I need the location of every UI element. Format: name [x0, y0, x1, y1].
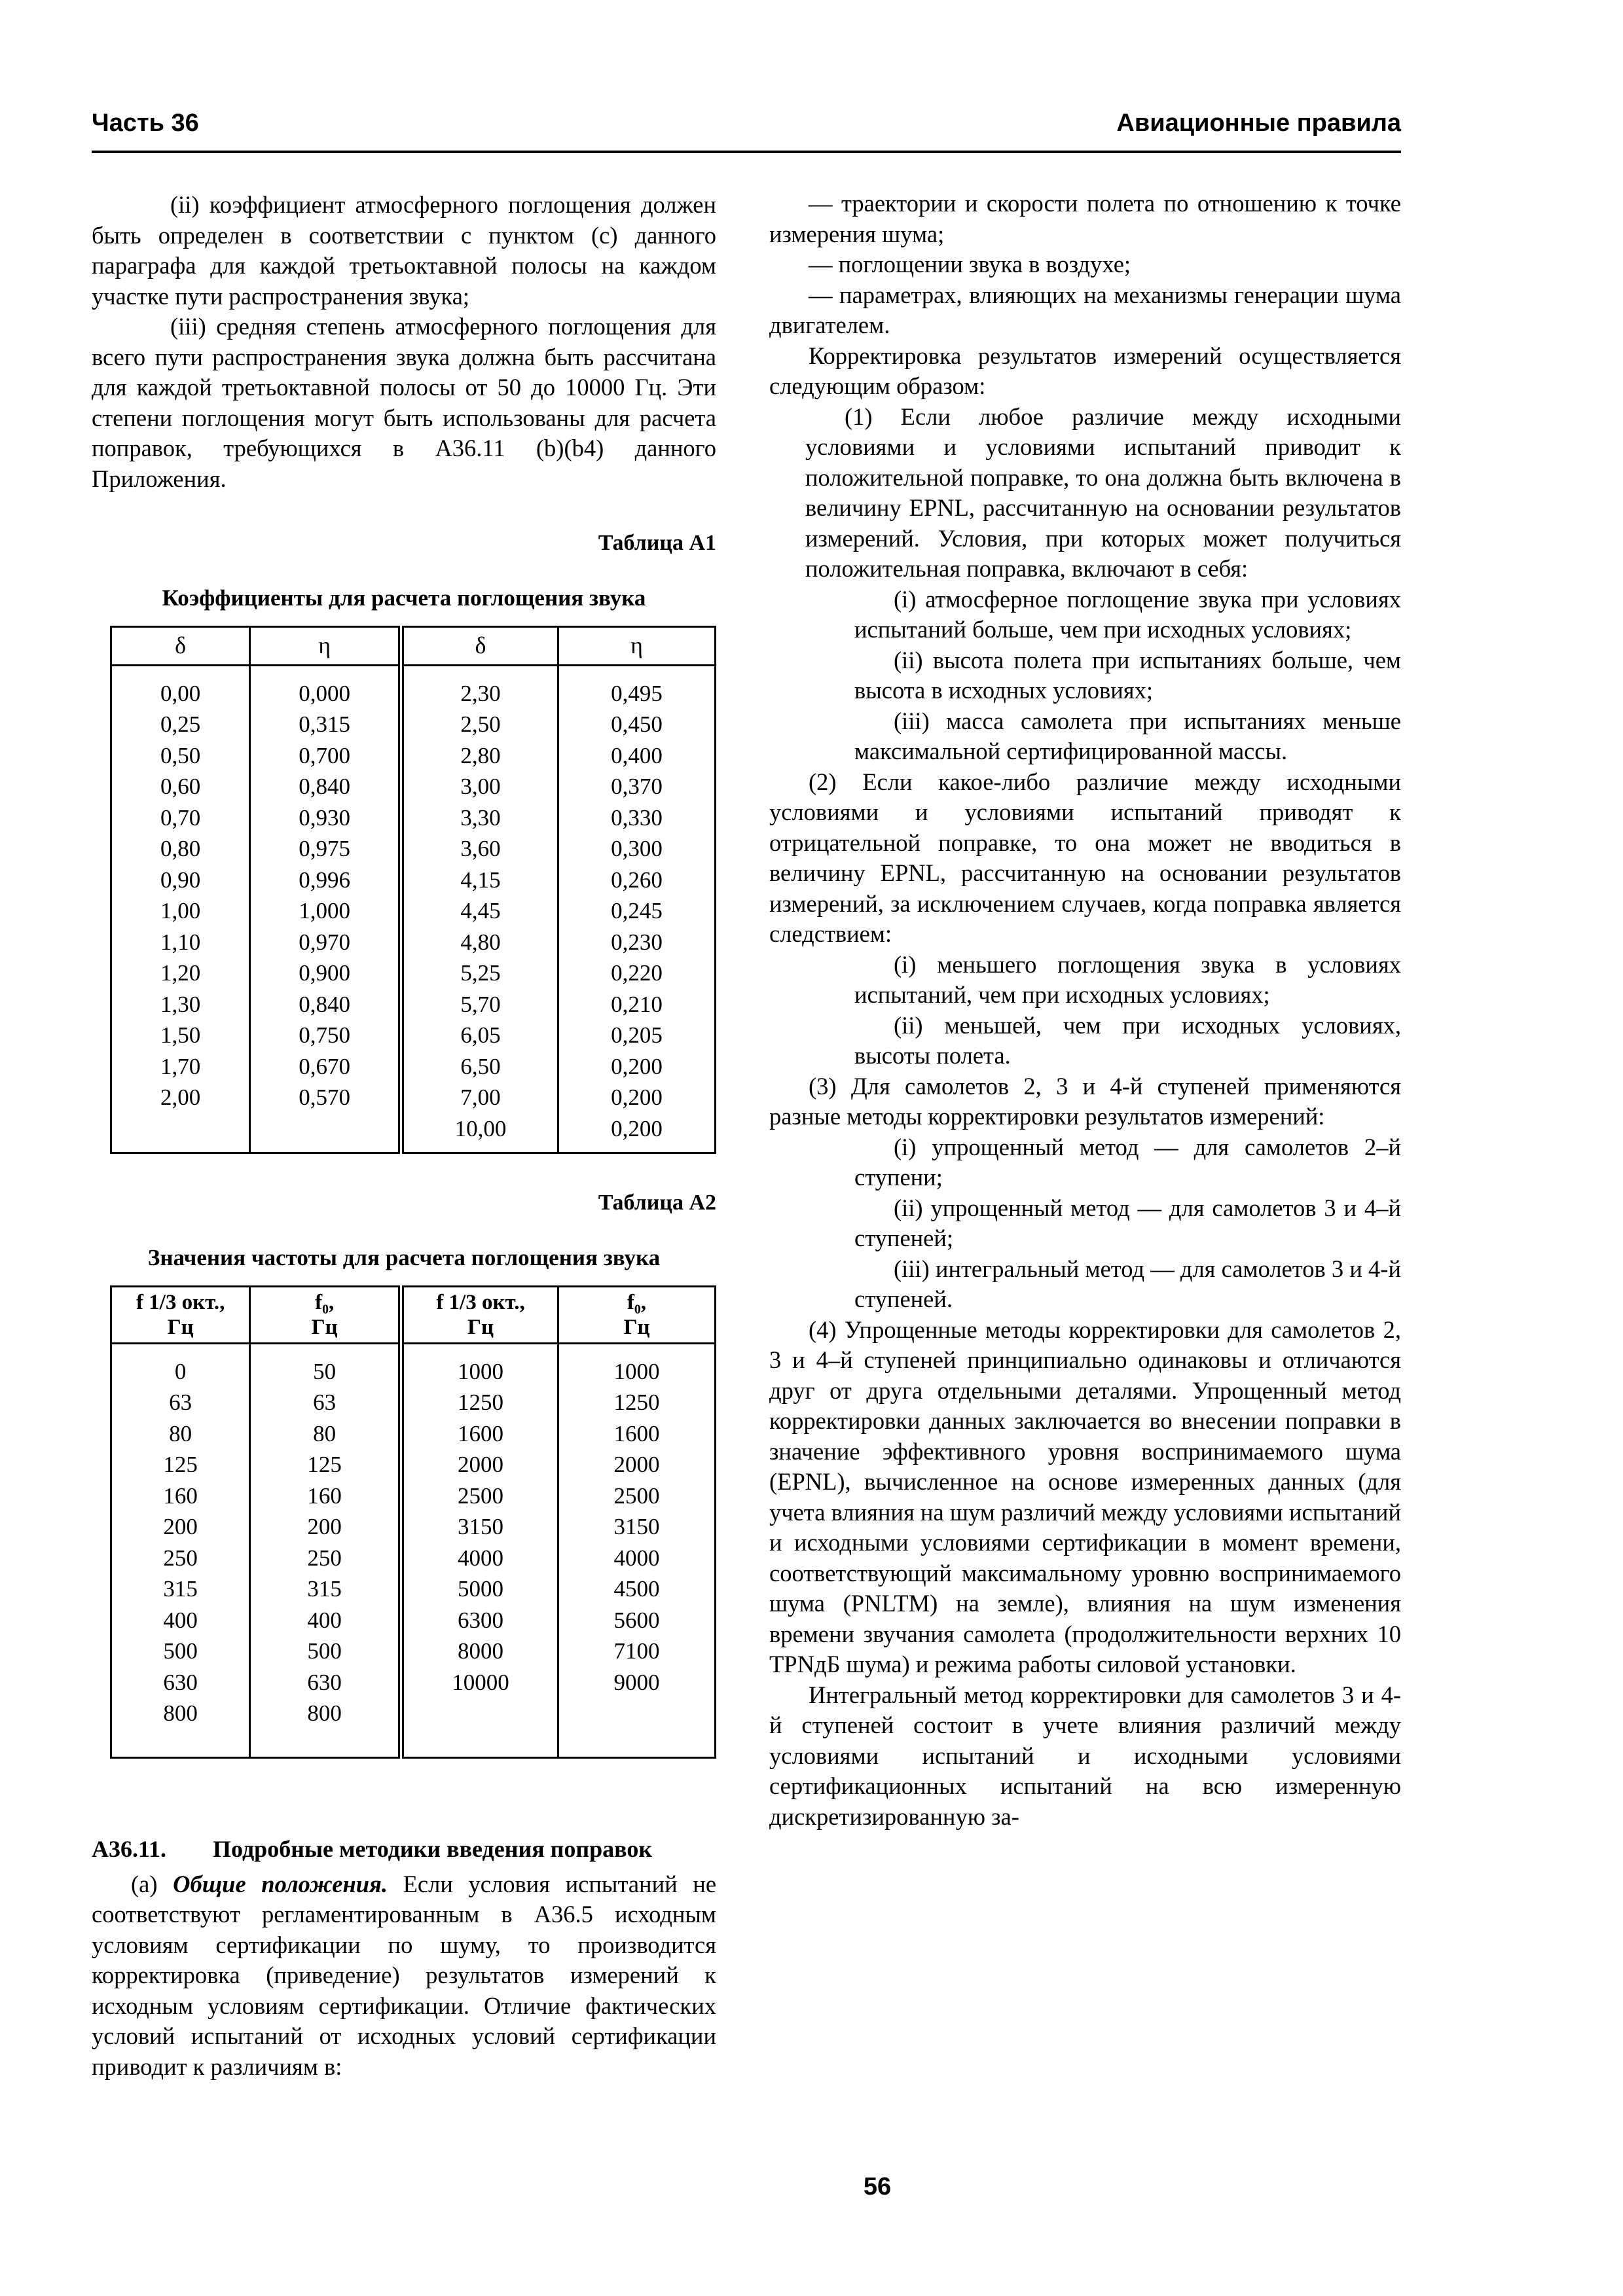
dash-item-engine: — параметрах, влияющих на механизмы генерации шума двигателем.	[769, 281, 1401, 338]
section-number: А36.11.	[92, 1835, 167, 1862]
paragraph-a-text: Если условия испытаний не соответствуют регламентированным в А36.5 исходным условиям сертификации по шуму, то производится корректировка (приведение) результатов измерений к исходным условиям сертификации. Отличие фактических условий испытаний от исходных условий сертификации приводит к различиям в:	[92, 1870, 717, 2080]
eta-values-2: 0,495 0,450 0,400 0,370 0,330 0,300 0,260 0,245 0,230 0,220 0,210 0,205 0,200 0,200 0,200	[558, 665, 716, 1153]
table-a2-title: Значения частоты для расчета поглощения звука	[147, 1244, 661, 1270]
header-f0-2: f₀, Гц	[558, 1286, 716, 1343]
table-a2-caption: Таблица А2	[598, 1191, 716, 1215]
table-a2	[110, 1285, 716, 1759]
section-heading	[92, 1834, 716, 1864]
paragraph-a-label: (а)	[131, 1870, 158, 1897]
paragraph-4: (4) Упрощенные методы корректировки для самолетов 2, 3 и 4–й ступеней принципиально одинаковы и отличаются друг от друга отдельными деталями. Упрощенный метод корректировки данных заключается во внесении поправки в значение эффективного уровня воспринимаемого шума (EPNL), вычисленное на основе измеренных данных (для учета влияния на шум различий между условиями испытаний и исходными условиями сертификации в момент времени, соответствующий максимальному уровню воспринимаемого шума (PNLTM) на земле), влияния на шум изменения времени звучания самолета (продолжительности верхних 10 TPNдБ шума) и режима работы силовой установки.	[769, 1316, 1401, 1677]
paragraph-1-iii: (iii) масса самолета при испытаниях меньше максимальной сертифицированной массы.	[854, 707, 1401, 764]
header-eta: η	[250, 626, 401, 665]
table-header-row	[111, 626, 716, 665]
paragraph-3: (3) Для самолетов 2, 3 и 4-й ступеней применяются разные методы корректировки результатов измерений:	[769, 1072, 1401, 1130]
header-delta: δ	[111, 626, 250, 665]
paragraph-3-iii: (iii) интегральный метод — для самолетов 3 и 4-й ступеней.	[854, 1255, 1401, 1312]
paragraph-3-ii: (ii) упрощенный метод — для самолетов 3 и 4–й ступеней;	[854, 1194, 1401, 1251]
table-row	[111, 1343, 716, 1757]
freq-values-1: 0 63 80 125 160 200 250 315 400 500 630 800	[111, 1343, 250, 1757]
header-f0: f₀, Гц	[250, 1286, 401, 1343]
header-freq-third-octave-2: f 1/3 окт., Гц	[401, 1286, 558, 1343]
paragraph-2-i: (i) меньшего поглощения звука в условиях испытаний, чем при исходных условиях;	[854, 950, 1401, 1008]
paragraph-2-ii: (ii) меньшей, чем при исходных условиях, высоты полета.	[854, 1011, 1401, 1069]
page-number: 56	[863, 2173, 892, 2200]
paragraph-2: (2) Если какое-либо различие между исходными условиями и условиями испытаний приводят к отрицательной поправке, то она может не вводиться в величину EPNL, рассчитанную на основании результатов измерений, за исключением случаев, когда поправка является следствием:	[769, 768, 1401, 947]
delta-values-2: 2,30 2,50 2,80 3,00 3,30 3,60 4,15 4,45 4,80 5,25 5,70 6,05 6,50 7,00 10,00	[401, 665, 558, 1153]
table-a1	[110, 626, 716, 1155]
paragraph-3-i: (i) упрощенный метод — для самолетов 2–й ступени;	[854, 1133, 1401, 1191]
header-eta-2: η	[558, 626, 716, 665]
paragraph-ii: (ii) коэффициент атмосферного поглощения должен быть определен в соответствии с пунктом (с) данного параграфа для каждой третьоктавной полосы на каждом участке пути распространения звука;	[92, 191, 716, 310]
table-row	[111, 665, 716, 1153]
section-title: Подробные методики введения поправок	[213, 1835, 653, 1862]
header-part-label: Часть 36	[92, 109, 199, 137]
eta-values-1: 0,000 0,315 0,700 0,840 0,930 0,975 0,996 1,000 0,970 0,900 0,840 0,750 0,670 0,570	[250, 665, 401, 1153]
header-delta-2: δ	[401, 626, 558, 665]
table-header-row	[111, 1286, 716, 1343]
page-header	[92, 105, 1401, 153]
paragraph-5: Интегральный метод корректировки для самолетов 3 и 4-й ступеней состоит в учете влияния различий между условиями испытаний и исходными условиями сертификационных испытаний на всю измеренную дискретизированную за-	[769, 1681, 1401, 1830]
dash-item-absorption: — поглощении звука в воздухе;	[809, 251, 1131, 278]
paragraph-intro: Корректировка результатов измерений осуществляется следующим образом:	[769, 342, 1401, 399]
right-column	[769, 190, 1401, 1832]
dash-item-trajectory: — траектории и скорости полета по отношению к точке измерения шума;	[769, 190, 1401, 247]
paragraph-a-heading: Общие положения.	[173, 1870, 388, 1897]
header-freq-third-octave: f 1/3 окт., Гц	[111, 1286, 250, 1343]
f0-values-1: 50 63 80 125 160 200 250 315 400 500 630 800	[250, 1343, 401, 1757]
delta-values-1: 0,00 0,25 0,50 0,60 0,70 0,80 0,90 1,00 1,10 1,20 1,30 1,50 1,70 2,00	[111, 665, 250, 1153]
header-document-title: Авиационные правила	[1116, 109, 1401, 137]
freq-values-2: 1000 1250 1600 2000 2500 3150 4000 5000 6300 8000 10000	[401, 1343, 558, 1757]
table-a1-caption: Таблица А1	[598, 531, 716, 555]
table-a1-title: Коэффициенты для расчета поглощения звука	[162, 584, 646, 611]
paragraph-1-i: (i) атмосферное поглощение звука при условиях испытаний больше, чем при исходных условиях;	[854, 585, 1401, 643]
paragraph-iii: (iii) средняя степень атмосферного поглощения для всего пути распространения звука должна быть рассчитана для каждой третьоктавной полосы от 50 до 10000 Гц. Эти степени поглощения могут быть использованы для расчета поправок, требующихся в А36.11 (b)(b4) данного Приложения.	[92, 313, 716, 492]
paragraph-1: (1) Если любое различие между исходными условиями и условиями испытаний приводит к положительной поправке, то она должна быть включена в величину EPNL, рассчитанную на основании результатов измерений. Условия, при которых может получиться положительная поправка, включают в себя:	[805, 403, 1401, 582]
paragraph-1-ii: (ii) высота полета при испытаниях больше, чем высота в исходных условиях;	[854, 646, 1401, 704]
paragraph-a	[92, 1869, 716, 2083]
f0-values-2: 1000 1250 1600 2000 2500 3150 4000 4500 5600 7100 9000	[558, 1343, 716, 1757]
left-column	[92, 190, 716, 2082]
